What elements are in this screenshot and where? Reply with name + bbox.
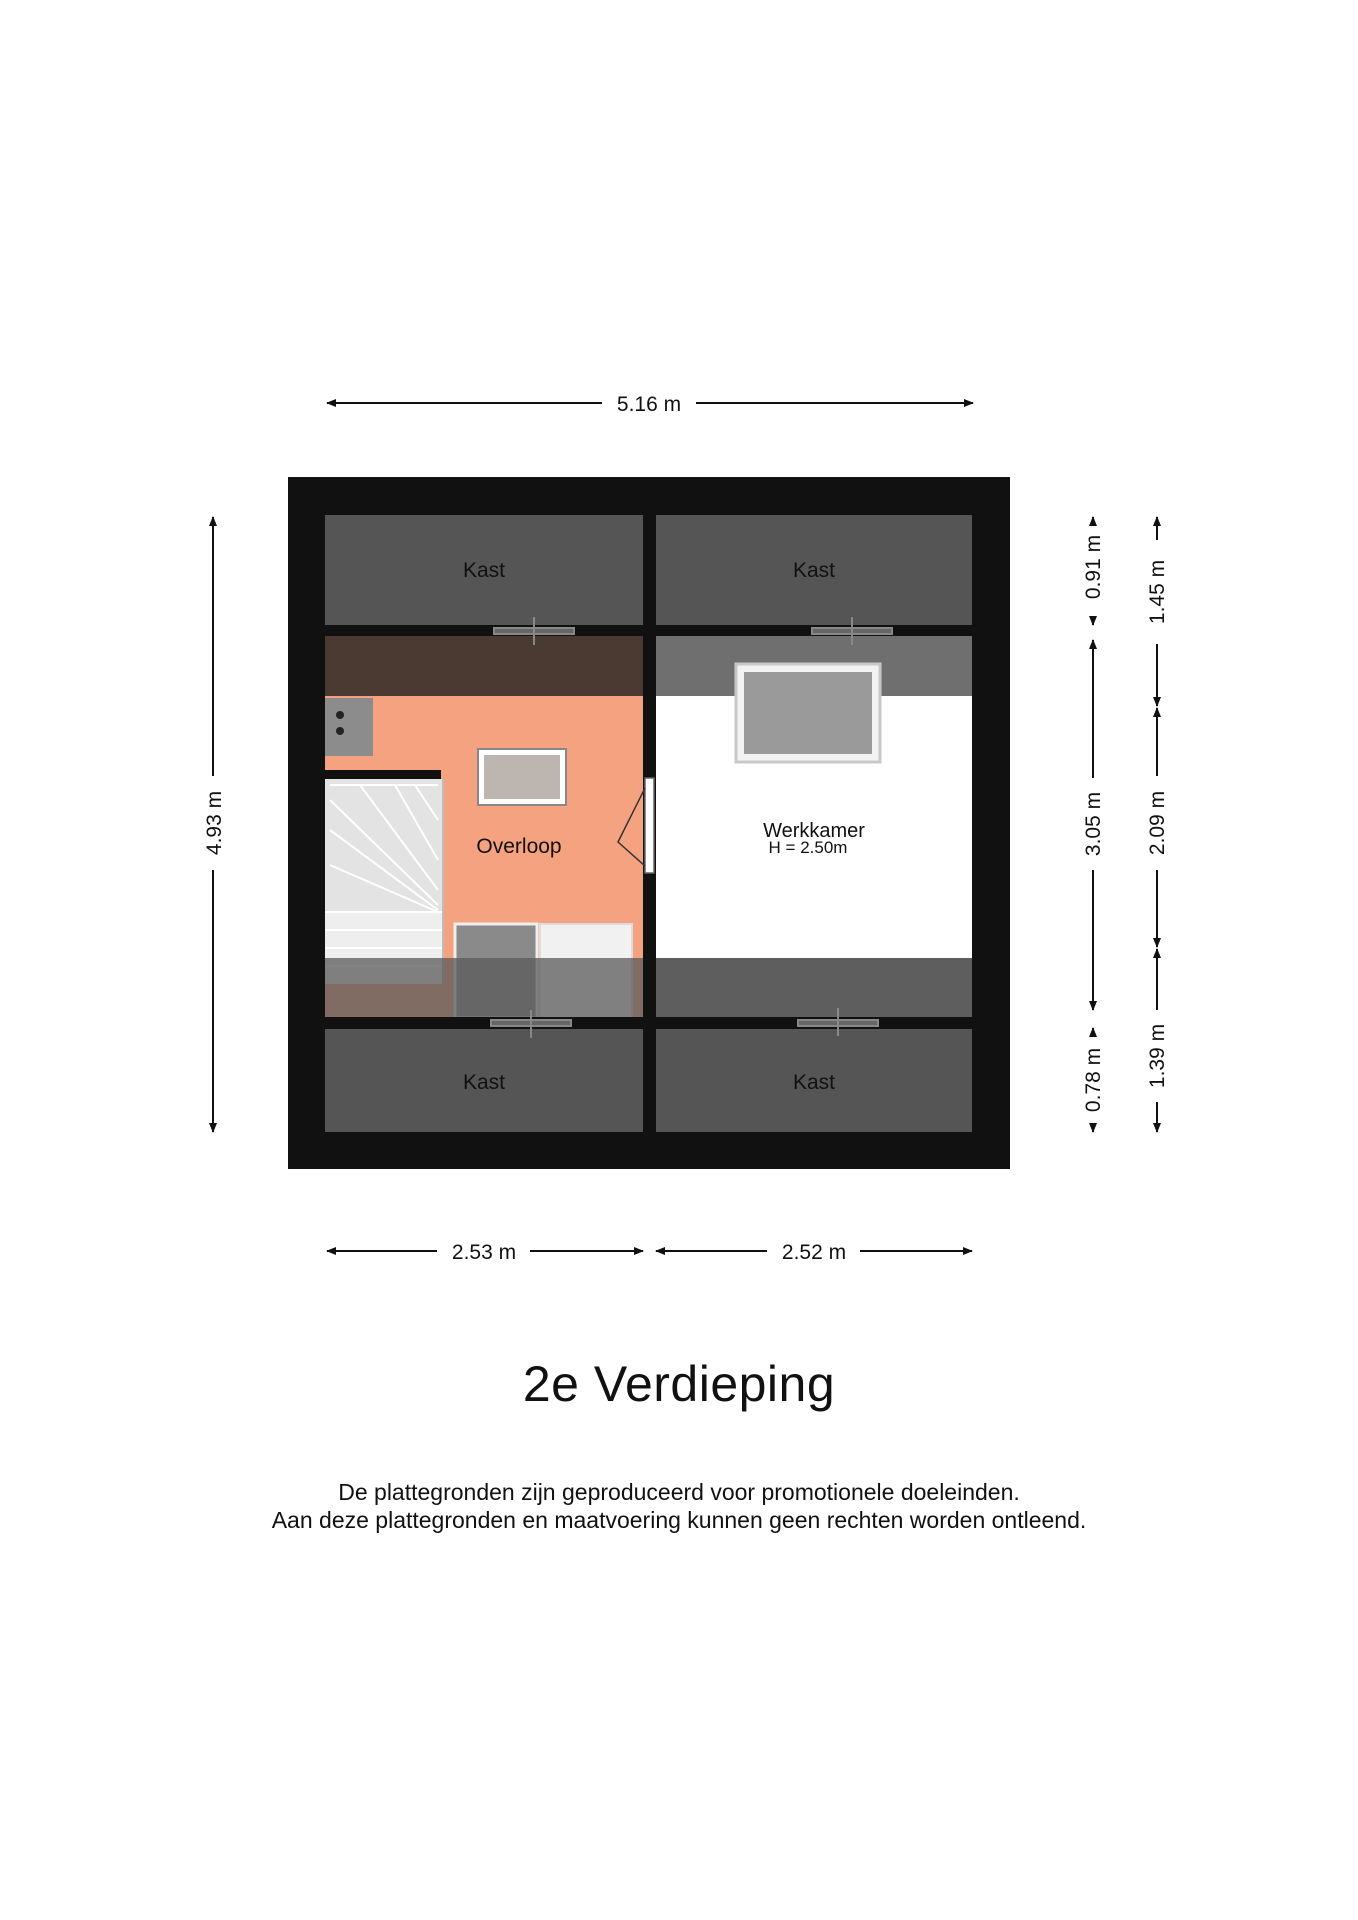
disclaimer-line-2: Aan deze plattegronden en maatvoering kunnen geen rechten worden ontleend. (271, 1507, 1087, 1533)
stair-wall (325, 770, 441, 779)
dim-width-right: 2.52 m (781, 1241, 847, 1264)
dim-total-width: 5.16 m (616, 393, 682, 416)
label-overloop: Overloop (476, 835, 562, 858)
dim-width-left: 2.53 m (451, 1241, 517, 1264)
slope-band-bottom-right (656, 958, 972, 1017)
slope-band-top-left (325, 636, 643, 696)
dim-outer-bottom: 1.39 m (1146, 1023, 1169, 1089)
disclaimer-line-1: De plattegronden zijn geproduceerd voor promotionele doeleinden. (338, 1479, 1020, 1505)
dim-inner-bottom: 0.78 m (1082, 1047, 1105, 1113)
floor-title: 2e Verdieping (522, 1356, 836, 1412)
slope-band-bottom-left (325, 958, 643, 1017)
heater (325, 698, 373, 756)
staircase (325, 779, 443, 984)
dim-inner-top: 0.91 m (1082, 534, 1105, 600)
label-werkkamer: Werkkamer (763, 820, 865, 842)
disclaimer (0, 1478, 1358, 1534)
label-kast-top-left: Kast (462, 559, 506, 582)
dim-inner-middle: 3.05 m (1082, 791, 1105, 857)
label-kast-top-right: Kast (792, 559, 836, 582)
dim-outer-top: 1.45 m (1146, 559, 1169, 625)
label-kast-bottom-left: Kast (462, 1071, 506, 1094)
label-werkkamer-height: H = 2.50m (768, 838, 848, 857)
dim-outer-middle: 2.09 m (1146, 790, 1169, 856)
label-kast-bottom-right: Kast (792, 1071, 836, 1094)
dim-total-depth: 4.93 m (203, 790, 226, 856)
